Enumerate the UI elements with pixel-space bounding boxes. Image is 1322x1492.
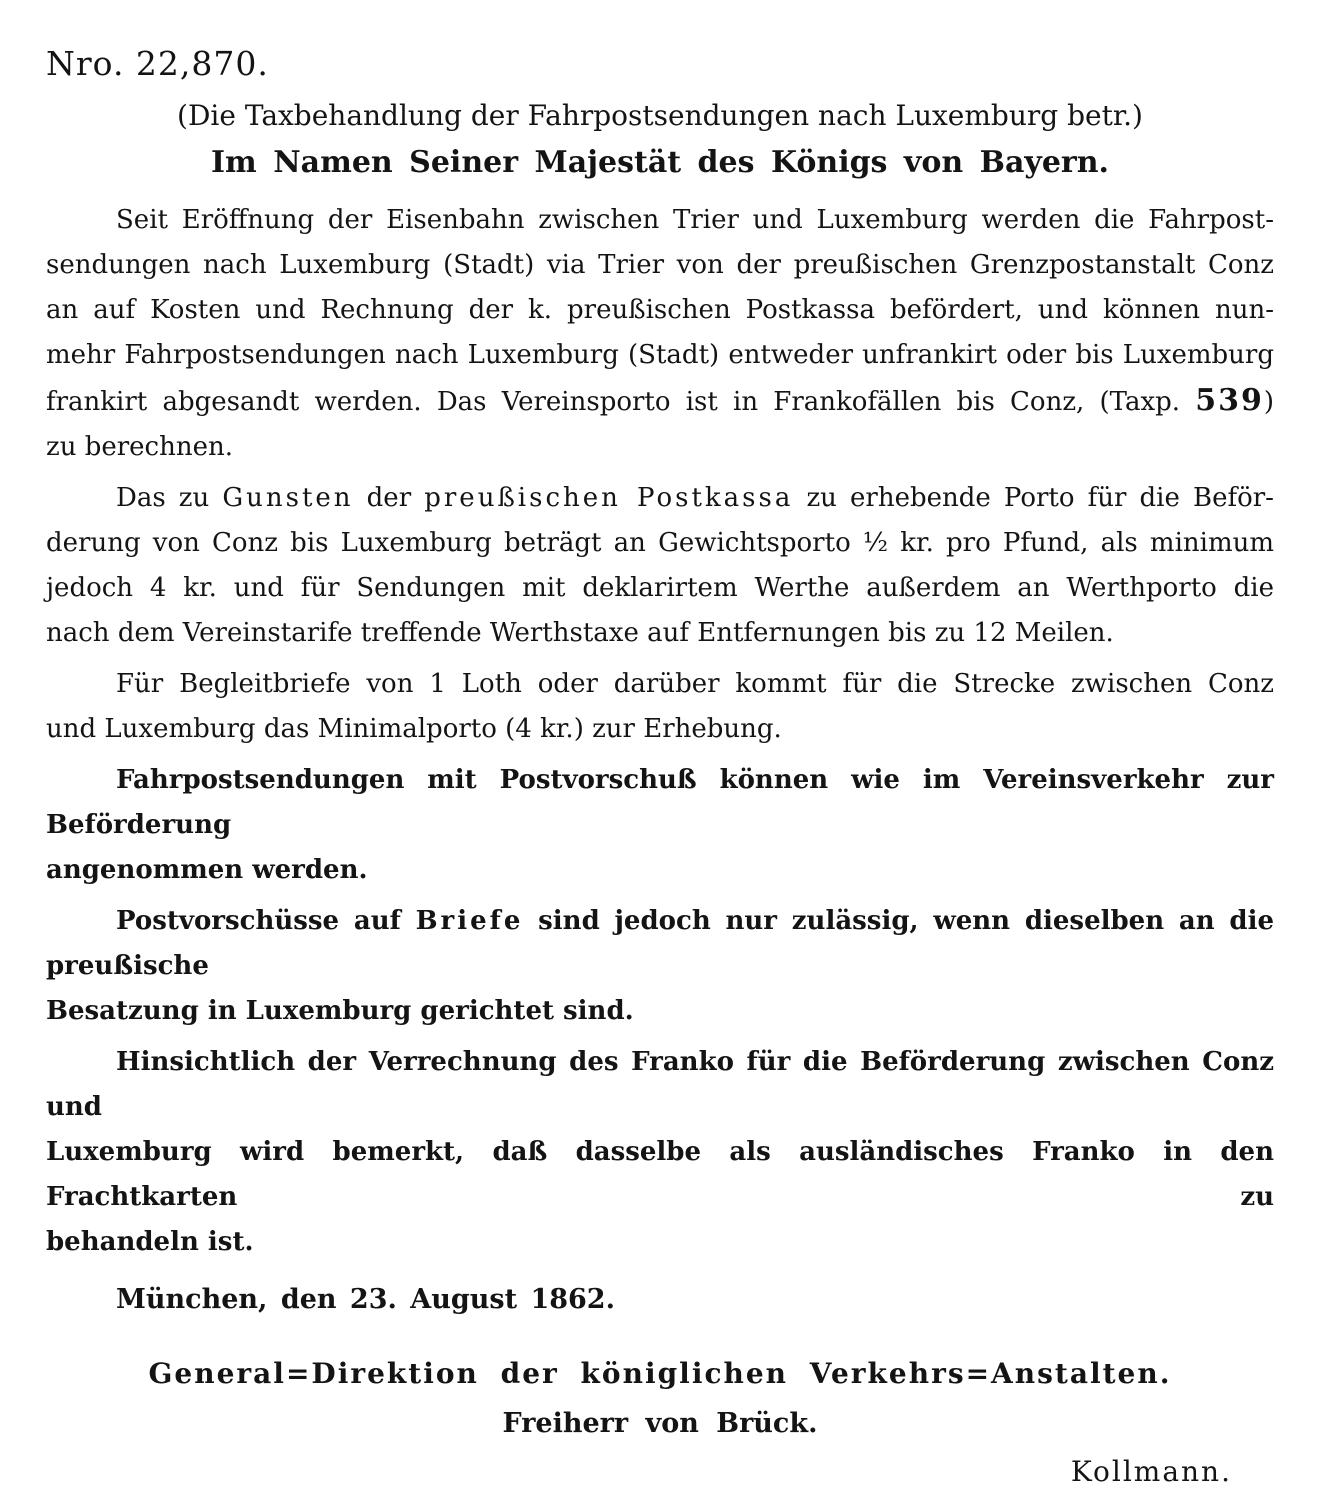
text-line: [46, 899, 1274, 989]
text-segment: Das zu: [116, 483, 223, 513]
text-segment: Seit Eröffnung der Eisenbahn zwischen Trier und Luxemburg werden die Fahrpost-: [116, 205, 1274, 235]
text-segment: Fahrpostsendungen mit Postvorschuß können wie im Vereinsverkehr zur Beförderung: [46, 765, 1274, 840]
text-segment: Luxemburg wird bemerkt, daß dasselbe als ausländisches Franko in den Frachtkarten zu: [46, 1137, 1274, 1212]
text-segment: 539: [1195, 383, 1264, 418]
text-segment: Hinsichtlich der Verrechnung des Franko für die Beförderung zwischen Conz und: [46, 1047, 1274, 1122]
text-line: [46, 662, 1274, 707]
text-segment: derung von Conz bis Luxemburg beträgt an Gewichtsporto ½ kr. pro Pfund, als minimum: [46, 528, 1274, 558]
subject-line: (Die Taxbehandlung der Fahrpostsendungen nach Luxemburg betr.): [177, 99, 1143, 132]
dateline: München, den 23. August 1862.: [116, 1284, 615, 1315]
text-line: [46, 611, 1274, 656]
paragraph: [46, 899, 1274, 1034]
text-segment: sind jedoch nur zulässig, wenn dieselben an die preußische: [46, 906, 1274, 981]
text-line: [46, 1040, 1274, 1130]
text-line: [46, 758, 1274, 848]
paragraph: [46, 1040, 1274, 1265]
paragraph: [46, 662, 1274, 752]
text-line: [46, 378, 1274, 425]
text-line: [46, 989, 1274, 1034]
countersignature-name: Kollmann.: [1070, 1455, 1232, 1488]
text-segment: Briefe: [415, 906, 524, 936]
paragraph: [46, 476, 1274, 656]
text-line: [46, 848, 1274, 893]
paragraph: [46, 758, 1274, 893]
text-segment: sendungen nach Luxemburg (Stadt) via Trier von der preußischen Grenzpostanstalt Conz: [46, 250, 1274, 280]
text-segment: ): [1263, 387, 1274, 417]
text-segment: an auf Kosten und Rechnung der k. preußischen Postkassa befördert, und können nun-: [46, 295, 1274, 325]
document-body: [46, 198, 1274, 1265]
text-segment: der: [353, 483, 425, 513]
text-segment: zu erhebende Porto für die Beför-: [793, 483, 1274, 513]
text-line: [46, 288, 1274, 333]
text-line: [46, 1220, 1274, 1265]
text-segment: mehr Fahrpostsendungen nach Luxemburg (Stadt) entweder unfrankirt oder bis Luxemburg: [46, 340, 1274, 370]
text-line: [46, 1130, 1274, 1220]
proclamation-line: Im Namen Seiner Majestät des Königs von Bayern.: [211, 145, 1109, 180]
text-line: [46, 243, 1274, 288]
text-segment: Besatzung in Luxemburg gerichtet sind.: [46, 996, 634, 1026]
text-segment: nach dem Vereinstarife treffende Werthstaxe auf Entfernungen bis zu 12 Meilen.: [46, 618, 1114, 648]
paragraph: [46, 198, 1274, 470]
text-segment: preußischen Postkassa: [424, 483, 794, 513]
signature-name: Freiherr von Brück.: [502, 1408, 818, 1439]
text-segment: angenommen werden.: [46, 855, 368, 885]
text-line: [46, 198, 1274, 243]
text-line: [46, 333, 1274, 378]
signature-organization: General=Direktion der königlichen Verkehrs=Anstalten.: [148, 1357, 1172, 1390]
text-segment: zu berechnen.: [46, 432, 234, 462]
text-segment: und Luxemburg das Minimalporto (4 kr.) zur Erhebung.: [46, 714, 782, 744]
text-line: [46, 566, 1274, 611]
text-line: [46, 707, 1274, 752]
text-segment: jedoch 4 kr. und für Sendungen mit deklarirtem Werthe außerdem an Werthporto die: [46, 573, 1274, 603]
text-segment: Gunsten: [222, 483, 354, 513]
text-line: [46, 521, 1274, 566]
text-segment: behandeln ist.: [46, 1227, 254, 1257]
text-segment: Postvorschüsse auf: [116, 906, 416, 936]
text-segment: Für Begleitbriefe von 1 Loth oder darüber kommt für die Strecke zwischen Conz: [116, 669, 1274, 699]
document-number: Nro. 22,870.: [46, 44, 269, 83]
text-line: [46, 476, 1274, 521]
text-segment: frankirt abgesandt werden. Das Vereinsporto ist in Frankofällen bis Conz, (Taxp.: [46, 387, 1196, 417]
text-line: [46, 425, 1274, 470]
